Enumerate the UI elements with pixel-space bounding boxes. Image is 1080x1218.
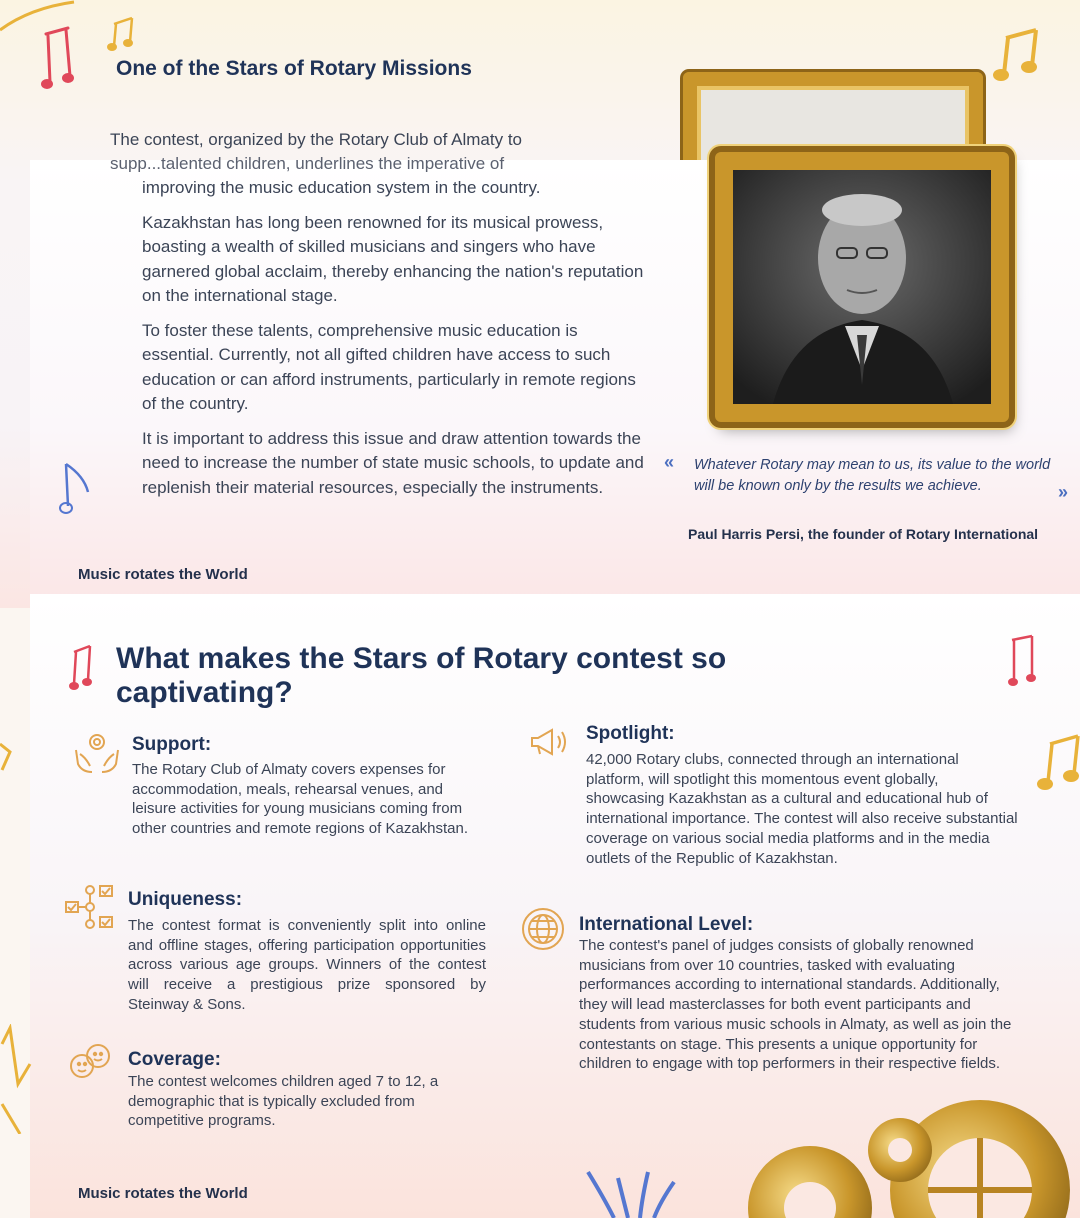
footer-tagline: Music rotates the World: [78, 566, 248, 583]
page-title: One of the Stars of Rotary Missions: [116, 57, 472, 80]
paragraph: It is important to address this issue and draw attention towards the need to increase the number of state music schools, to update and replenish their material resources, especially the instruments.: [142, 428, 644, 497]
intro-line-2: supp...talented children, underlines the imperative of: [110, 154, 505, 172]
international-title: International Level:: [579, 914, 754, 935]
intro-line-1: The contest, organized by the Rotary Club of Almaty to: [110, 130, 522, 149]
gears-decoration: [730, 1080, 1080, 1218]
gold-stroke-decoration: [0, 1024, 34, 1134]
features-title: What makes the Stars of Rotary contest so captivating?: [116, 642, 727, 709]
quote-open-icon: «: [664, 452, 675, 472]
footer-tagline: Music rotates the World: [78, 1185, 248, 1202]
mission-text: [142, 176, 652, 510]
paragraph: improving the music education system in the country.: [142, 178, 541, 197]
children-faces-icon: [68, 1040, 112, 1084]
uniqueness-title: Uniqueness:: [128, 889, 243, 910]
paragraph: To foster these talents, comprehensive music education is essential. Currently, not all gifted children have access to such education or can afford instruments, particularly in remote regions of the country.: [142, 320, 636, 413]
music-note-icon: [1036, 734, 1080, 794]
megaphone-icon: [528, 726, 570, 758]
quote-signature: Paul Harris Persi, the founder of Rotary International: [688, 526, 1039, 542]
coverage-title: Coverage:: [128, 1049, 221, 1070]
music-note-icon: [104, 14, 140, 54]
founder-quote: Whatever Rotary may mean to us, its value to the world will be known only by the results we achieve.: [694, 457, 1051, 494]
music-note-icon: [58, 460, 94, 518]
coverage-text: The contest welcomes children aged 7 to 12, a demographic that is typically excluded from competitive programs.: [128, 1073, 439, 1130]
paragraph: Kazakhstan has long been renowned for its musical prowess, boasting a wealth of skilled musicians and singers who have garnered global acclaim, thereby enhancing the nation's reputation on the international stage.: [142, 212, 644, 305]
uniqueness-text: The contest format is conveniently split into online and offline stages, offering participation opportunities across various age groups. Winners of the contest will receive a prestigious prize sponsored by Steinway & Sons.: [128, 917, 486, 1013]
music-note-icon: [38, 24, 80, 98]
founder-portrait: [715, 152, 1009, 422]
music-note-icon: [68, 644, 96, 694]
international-text: The contest's panel of judges consists of globally renowned musicians from over 10 countries, tasked with evaluating performances according to international standards. Additionally, they will lead masterclasses for both event participants and students from various music schools in Almaty, as well as join the contestants on stage. This presents a unique opportunity for children to engage with top performers in their respective fields.: [579, 937, 1012, 1073]
hands-heart-icon: [72, 728, 122, 776]
music-note-icon: [584, 1168, 680, 1218]
globe-icon: [520, 906, 566, 952]
support-title: Support:: [132, 734, 212, 755]
quote-close-icon: »: [1058, 482, 1069, 502]
music-note-icon: [990, 26, 1044, 86]
support-text: The Rotary Club of Almaty covers expenses for accommodation, meals, rehearsal venues, and leisure activities for young musicians coming from other countries and remote regions of Kazakhstan.: [132, 761, 469, 838]
portrait-image: [733, 170, 991, 404]
checklist-flow-icon: [64, 884, 116, 930]
music-note-icon: [1006, 634, 1038, 692]
gold-stroke-decoration: [0, 740, 14, 780]
spotlight-title: Spotlight:: [586, 723, 675, 744]
spotlight-text: 42,000 Rotary clubs, connected through an international platform, will spotlight this momentous event globally, showcasing Kazakhstan as a cultural and educational hub of international importance. The contest will also receive substantial coverage on various social media platforms and in the media outlets of the Republic of Kazakhstan.: [586, 751, 1018, 867]
